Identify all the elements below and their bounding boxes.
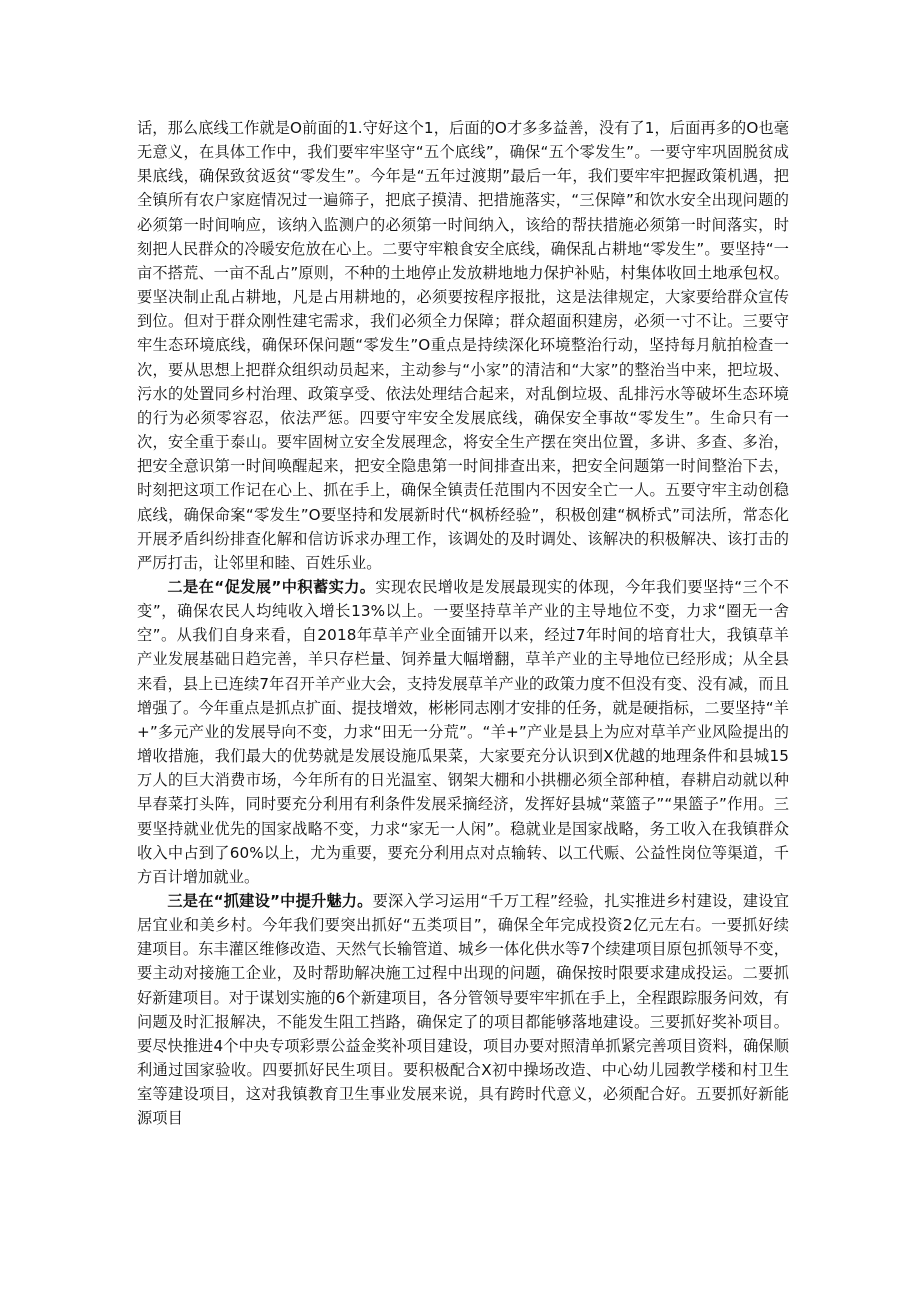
- paragraph-heading: 二是在“促发展”中积蓄实力。: [167, 577, 376, 596]
- paragraph-body: 实现农民增收是发展最现实的体现，今年我们要坚持“三个不变”，确保农民人均纯收入增长13%以上。一要坚持草羊产业的主导地位不变，力求“圈无一舍空”。从我们自身来看，自2018年草羊产业全面铺开以来，经过7年时间的培育壮大，我镇草羊产业发展基础日趋完善，羊只存栏量、饲养量大幅增翻，草羊产业的主导地位已经形成；从全县来看，县上已连续7年召开羊产业大会，支持发展草羊产业的政策力度不但没有变、没有减，而且增强了。今年重点是抓点扩面、提技增效，彬彬同志刚才安排的任务，就是硬指标，二要坚持“羊+”多元产业的发展导向不变，力求“田无一分荒”。“羊+”产业是县上为应对草羊产业风险提出的增收措施，我们最大的优势就是发展设施瓜果菜，大家要充分认识到X优越的地理条件和县城15万人的巨大消费市场，今年所有的日光温室、钢架大棚和小拱棚必须全部种植，春耕启动就以种早春菜打头阵，同时要充分利用有利条件发展采摘经济，发挥好县城“菜篮子”“果篮子”作用。三要坚持就业优先的国家战略不变，力求“家无一人闲”。稳就业是国家战略，务工收入在我镇群众收入中占到了60%以上，尤为重要，要充分利用点对点输转、以工代赈、公益性岗位等渠道，千方百计增加就业。: [137, 577, 789, 886]
- paragraph-heading: 三是在“抓建设”中提升魅力。: [167, 892, 373, 910]
- paragraph-construction: [137, 889, 789, 1131]
- paragraph-bottom-line: [137, 116, 789, 575]
- paragraph-promote-development: [137, 575, 789, 889]
- paragraph-body: 话，那么底线工作就是O前面的1.守好这个1，后面的O才多多益善，没有了1，后面再多的O也毫无意义，在具体工作中，我们要牢牢坚守“五个底线”，确保“五个零发生”。一要守牢巩固脱贫成果底线，确保致贫返贫“零发生”。今年是“五年过渡期”最后一年，我们要牢牢把握政策机遇，把全镇所有农户家庭情况过一遍筛子，把底子摸清、把措施落实，“三保障”和饮水安全出现问题的必须第一时间响应，该纳入监测户的必须第一时间纳入，该给的帮扶措施必须第一时间落实，时刻把人民群众的冷暖安危放在心上。二要守牢粮食安全底线，确保乱占耕地“零发生”。要坚持“一亩不搭荒、一亩不乱占”原则，不种的土地停止发放耕地地力保护补贴，村集体收回土地承包权。要坚决制止乱占耕地，凡是占用耕地的，必须要按程序报批，这是法律规定，大家要给群众宣传到位。但对于群众刚性建宅需求，我们必须全力保障；群众超面积建房，必须一寸不让。三要守牢生态环境底线，确保环保问题“零发生”O重点是持续深化环境整治行动，坚持每月航拍检查一次，要从思想上把群众组织动员起来，主动参与“小家”的清洁和“大家”的整治当中来，把垃圾、污水的处置同乡村治理、政策享受、依法处理结合起来，对乱倒垃圾、乱排污水等破坏生态环境的行为必须零容忍，依法严惩。四要守牢安全发展底线，确保安全事故“零发生”。生命只有一次，安全重于泰山。要牢固树立安全发展理念，将安全生产摆在突出位置，多讲、多查、多治，把安全意识第一时间唤醒起来，把安全隐患第一时间排查出来，把安全问题第一时间整治下去，时刻把这项工作记在心上、抓在手上，确保全镇责任范围内不因安全亡一人。五要守牢主动创稳底线，确保命案“零发生”O要坚持和发展新时代“枫桥经验”，积极创建“枫桥式”司法所，常态化开展矛盾纠纷排查化解和信访诉求办理工作，该调处的及时调处、该解决的积极解决、该打击的严厉打击，让邻里和睦、百姓乐业。: [137, 119, 789, 572]
- document-page: [137, 116, 789, 1131]
- paragraph-body: 要深入学习运用“千万工程”经验，扎实推进乡村建设，建设宜居宜业和美乡村。今年我们要突出抓好“五类项目”，确保全年完成投资2亿元左右。一要抓好续建项目。东丰灌区维修改造、天然气长输管道、城乡一体化供水等7个续建项目原包抓领导不变，要主动对接施工企业，及时帮助解决施工过程中出现的问题，确保按时限要求建成投运。二要抓好新建项目。对于谋划实施的6个新建项目，各分管领导要牢牢抓在手上，全程跟踪服务问效，有问题及时汇报解决，不能发生阻工挡路，确保定了的项目都能够落地建设。三要抓好奖补项目。要尽快推进4个中央专项彩票公益金奖补项目建设，项目办要对照清单抓紧完善项目资料，确保顺利通过国家验收。四要抓好民生项目。要积极配合X初中操场改造、中心幼儿园教学楼和村卫生室等建设项目，这对我镇教育卫生事业发展来说，具有跨时代意义，必须配合好。五要抓好新能源项目: [137, 892, 789, 1128]
